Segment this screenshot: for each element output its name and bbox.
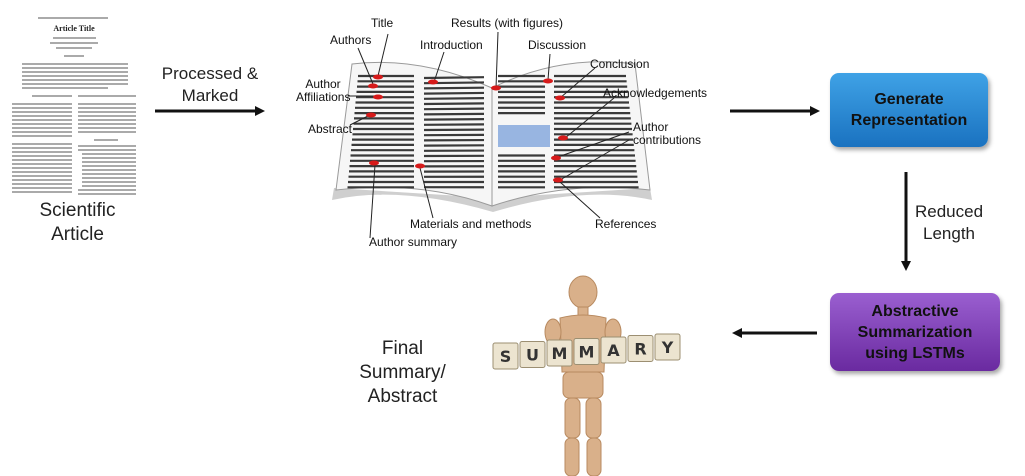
label-discussion: Discussion	[528, 38, 587, 52]
summary-tile-letter: A	[607, 341, 620, 360]
article-title: Article Title	[53, 24, 95, 33]
label-affiliations: Author Affiliations	[296, 77, 351, 104]
summary-tile-letter: M	[578, 342, 595, 362]
label-results: Results (with figures)	[451, 16, 564, 30]
summary-tile-letter: U	[526, 345, 539, 365]
wooden-mannequin-figure	[545, 276, 621, 476]
label-acknowledgements: Acknowledgements	[603, 86, 708, 100]
label-references: References	[595, 217, 657, 231]
label-conclusion: Conclusion	[590, 57, 650, 71]
summary-tile	[520, 342, 545, 368]
results-figure	[498, 125, 550, 147]
processed-marked-label: Processed & Marked	[161, 64, 259, 105]
summary-tiles	[493, 334, 680, 369]
reduced-length-label: Reduced Length	[914, 202, 984, 243]
summary-tile	[628, 336, 653, 362]
abstractive-summarization-box: Abstractive Summarization using LSTMs	[830, 293, 1000, 371]
label-authors: Authors	[330, 33, 372, 47]
summary-tile	[493, 343, 518, 369]
summary-tile	[547, 340, 572, 366]
summary-tile-letter: M	[551, 344, 568, 363]
label-abstract: Abstract	[308, 122, 353, 136]
generate-representation-box: Generate Representation	[830, 73, 988, 147]
label-author-summary: Author summary	[369, 235, 458, 249]
summary-tile-letter: R	[634, 339, 647, 359]
scientific-article-label: Scientific Article	[39, 200, 116, 245]
summary-tile	[574, 339, 599, 365]
final-summary-label: Final Summary/ Abstract	[359, 338, 446, 407]
summary-tile-letter: Y	[661, 338, 674, 357]
summary-tile	[655, 334, 680, 360]
label-materials: Materials and methods	[410, 217, 532, 231]
label-contributions: Author contributions	[633, 120, 702, 147]
summary-tile	[601, 337, 626, 363]
label-title: Title	[371, 16, 394, 30]
label-introduction: Introduction	[420, 38, 483, 52]
summary-tile-letter: S	[499, 347, 512, 366]
